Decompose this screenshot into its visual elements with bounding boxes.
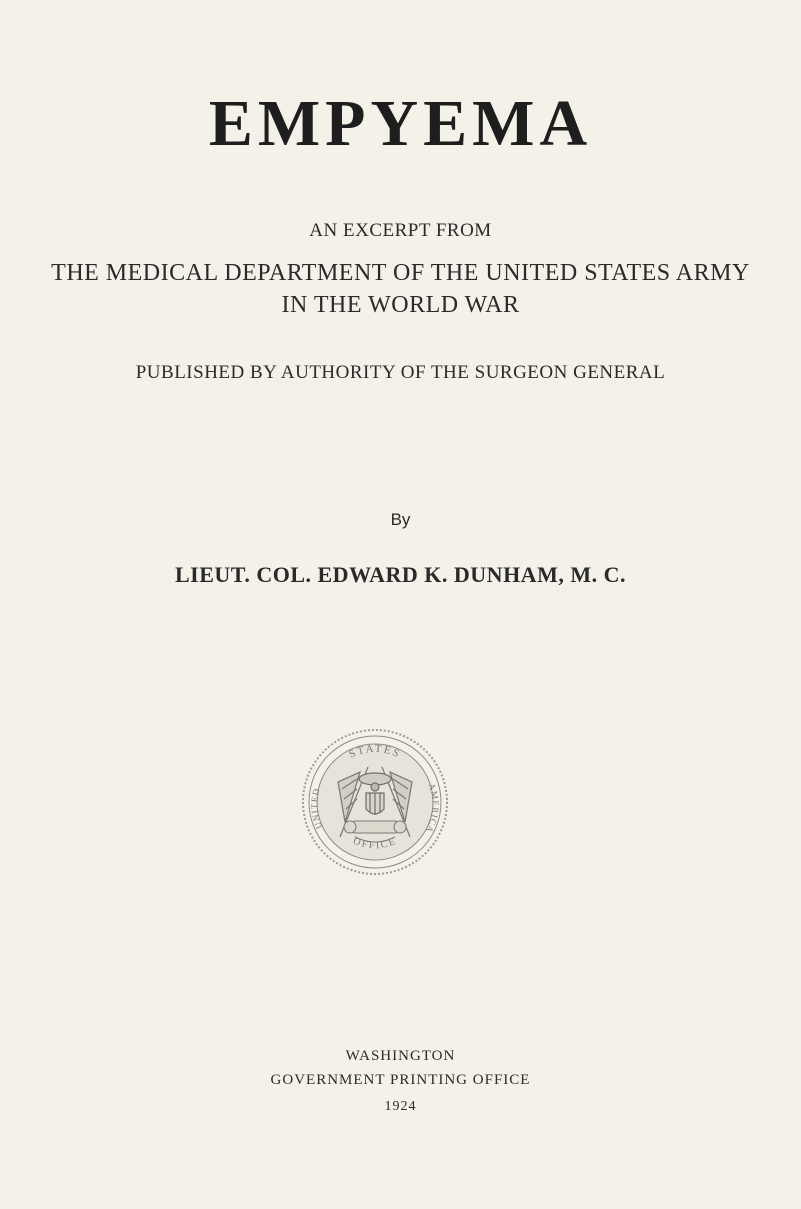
imprint-city: WASHINGTON [345,1048,456,1064]
seal-text-bottom: OFFICE [351,835,399,852]
department-line-1: THE MEDICAL DEPARTMENT OF THE UNITED STATES ARMY [51,260,750,286]
seal-text-top: STATES [347,742,403,761]
excerpt-subtitle: AN EXCERPT FROM [309,220,492,241]
war-office-seal-icon [300,727,450,877]
author-name: LIEUT. COL. EDWARD K. DUNHAM, M. C. [175,562,626,587]
imprint-printer: GOVERNMENT PRINTING OFFICE [270,1072,531,1088]
book-title: EMPYEMA [208,87,593,160]
publisher-note: PUBLISHED BY AUTHORITY OF THE SURGEON GENERAL [135,362,666,383]
imprint-year: 1924 [384,1099,417,1114]
seal-text-left: UNITED [309,786,325,831]
by-label: By [390,510,411,529]
seal-text-right: AMERICA [423,781,441,836]
department-line-2: IN THE WORLD WAR [281,292,520,318]
